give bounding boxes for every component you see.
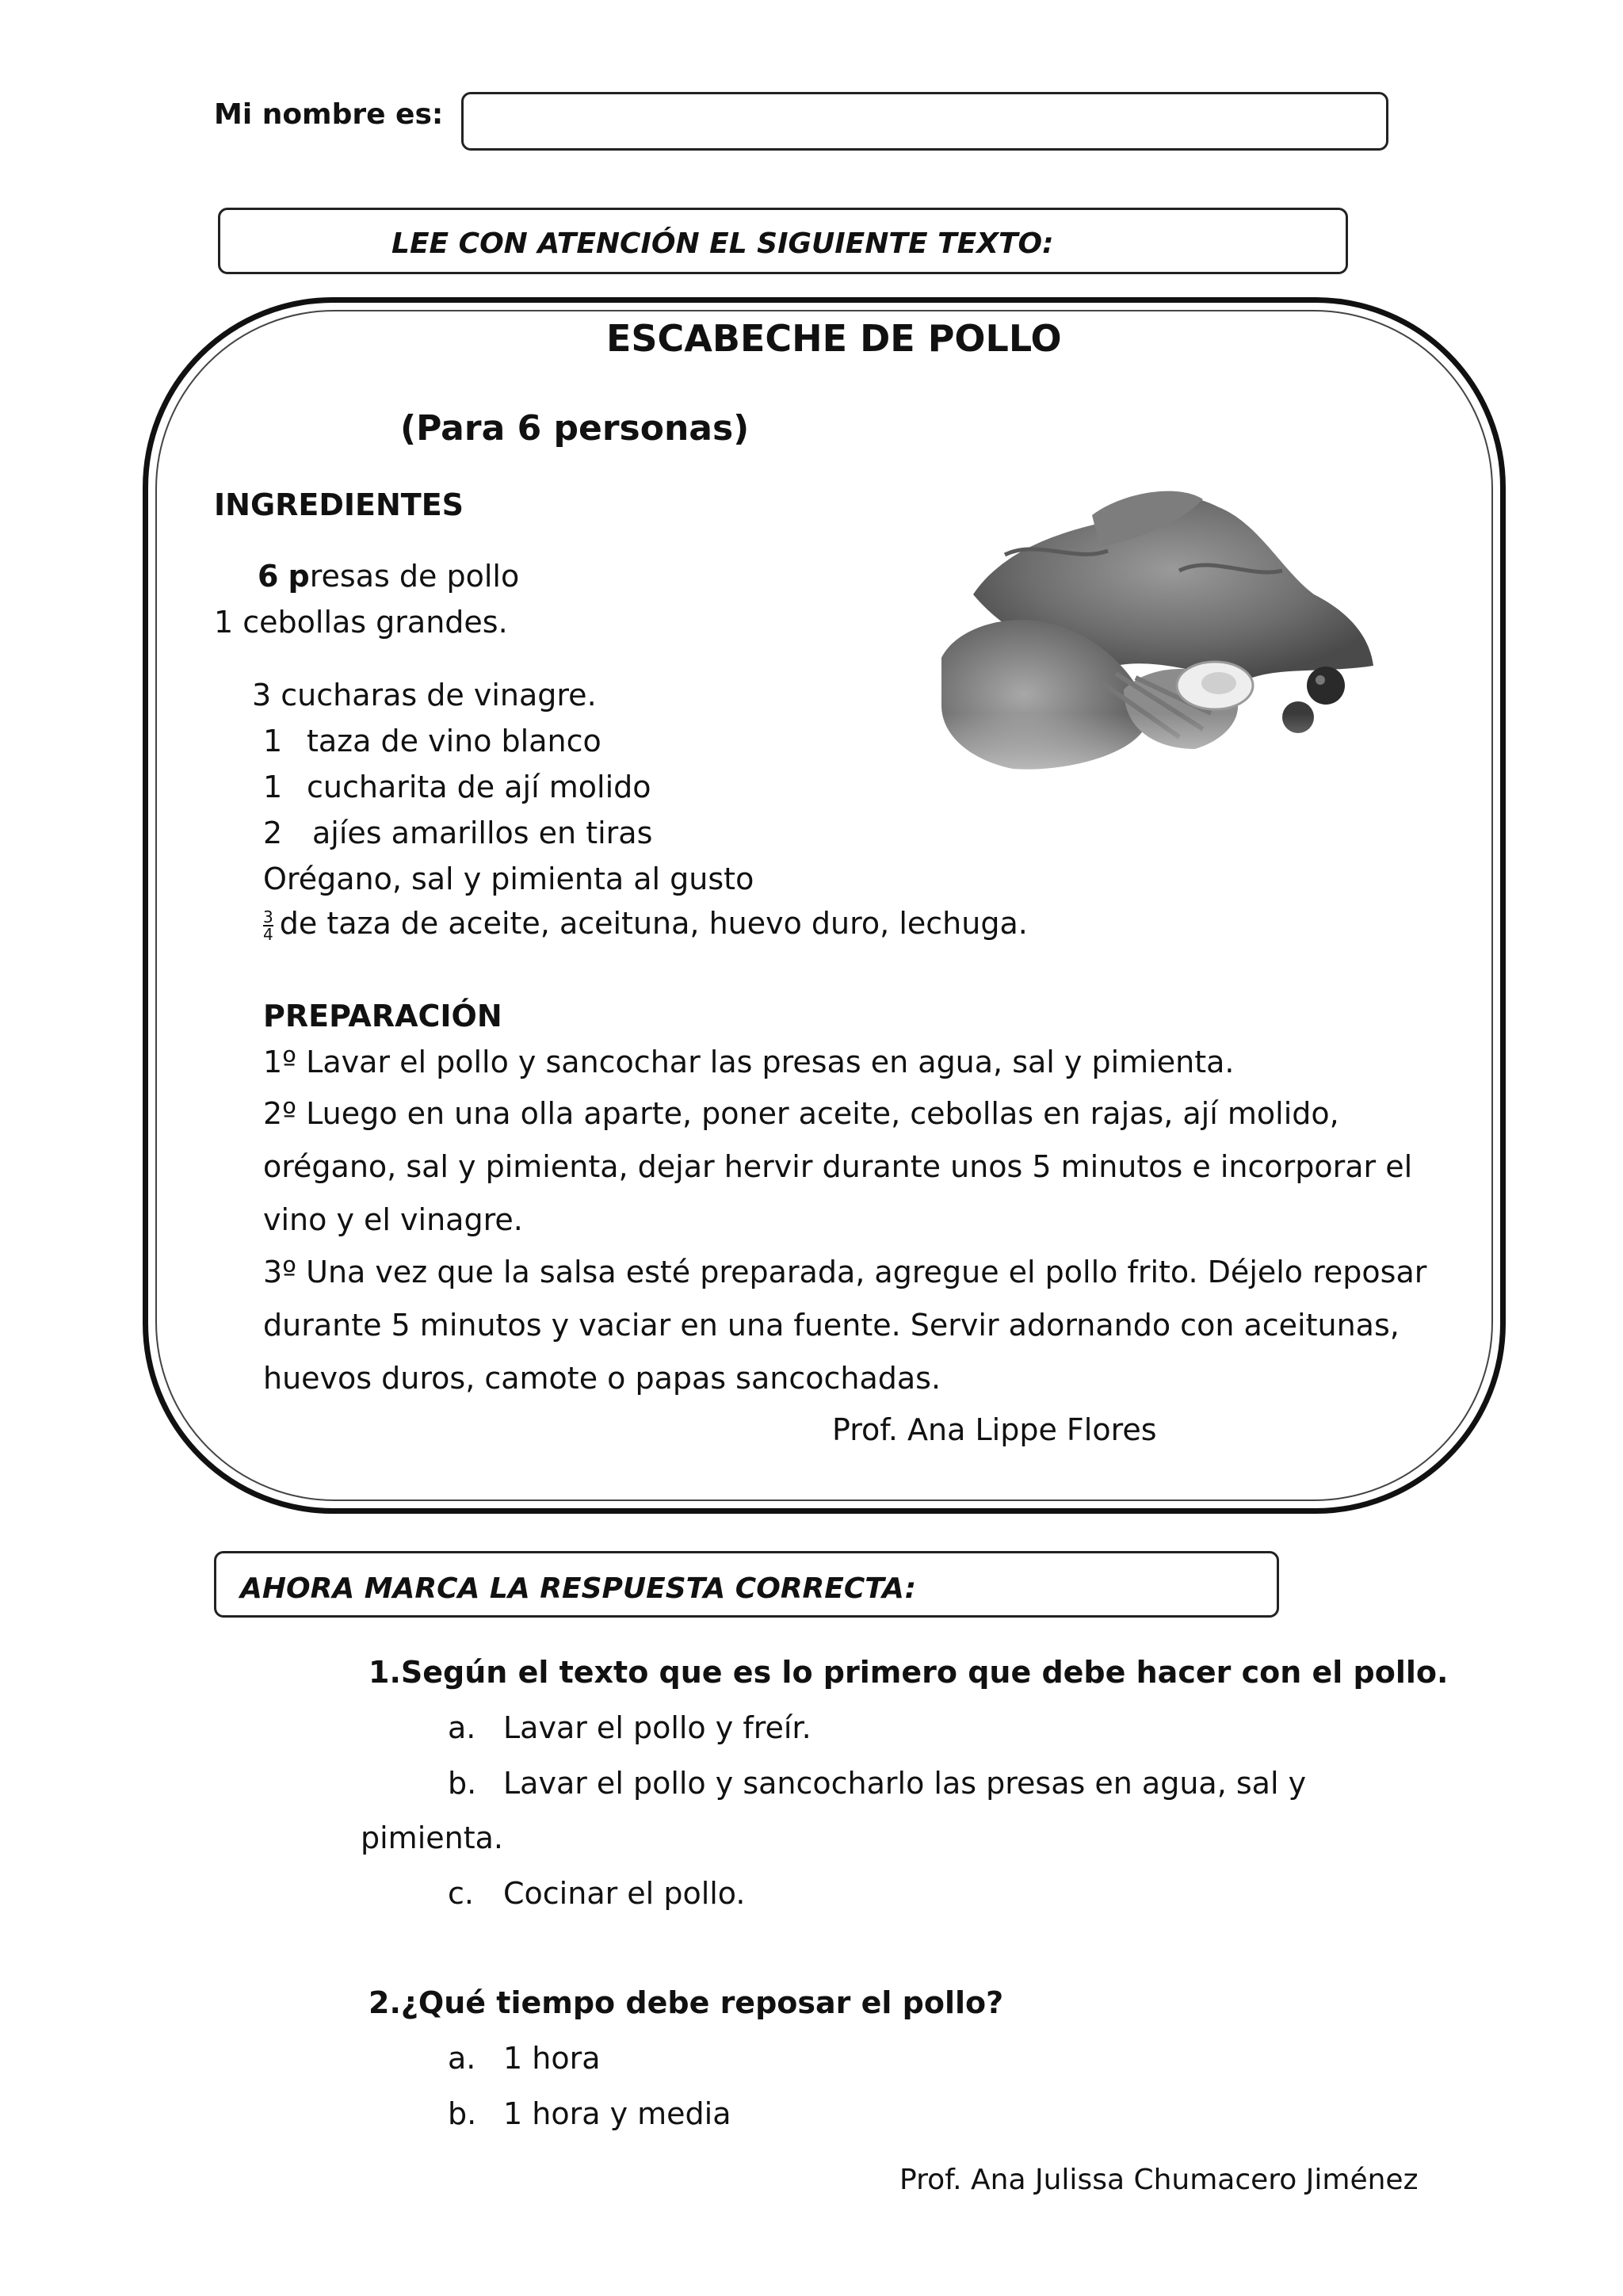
preparation-line: 3º Una vez que la salsa esté preparada, agregue el pollo frito. Déjelo reposar <box>263 1255 1427 1289</box>
name-input-box[interactable] <box>461 92 1388 151</box>
answer-option-1c[interactable] <box>448 1876 745 1911</box>
ingredient-text: de taza de aceite, aceituna, huevo duro, lechuga. <box>279 906 1028 941</box>
option-text: Lavar el pollo y freír. <box>503 1710 812 1745</box>
read-instruction-banner: LEE CON ATENCIÓN EL SIGUIENTE TEXTO: <box>218 208 1348 274</box>
ingredient-text: ajíes amarillos en tiras <box>312 816 653 850</box>
ingredient-qty: 1 <box>263 770 283 804</box>
ingredient-text: Orégano, sal y pimienta al gusto <box>263 861 754 896</box>
option-text: 1 hora y media <box>503 2096 731 2131</box>
ingredient-text: 1 cebollas grandes. <box>214 605 508 640</box>
option-text: Cocinar el pollo. <box>503 1876 746 1911</box>
preparation-line: 2º Luego en una olla aparte, poner aceite, cebollas en rajas, ají molido, <box>263 1096 1339 1131</box>
recipe-subtitle: (Para 6 personas) <box>400 408 750 449</box>
preparation-heading: PREPARACIÓN <box>263 999 502 1033</box>
recipe-title: ESCABECHE DE POLLO <box>606 317 1062 360</box>
answer-option-1b[interactable] <box>448 1766 1306 1801</box>
question-number: 1. <box>369 1655 401 1690</box>
fraction-numerator: 3 <box>263 907 273 926</box>
preparation-line: durante 5 minutos y vaciar en una fuente. Servir adornando con aceitunas, <box>263 1308 1400 1343</box>
ingredient-qty: 6 <box>258 559 279 594</box>
recipe-signature: Prof. Ana Lippe Flores <box>832 1412 1157 1447</box>
fraction-denominator: 4 <box>263 924 273 944</box>
ingredient-line <box>263 771 651 804</box>
option-letter: a. <box>448 1710 476 1745</box>
ingredient-text: 3 cucharas de vinagre. <box>252 678 597 712</box>
question-number: 2. <box>369 1985 401 2020</box>
ingredient-qty: 1 <box>263 724 283 758</box>
question-2 <box>369 1985 1003 2020</box>
ingredient-line <box>263 817 652 850</box>
chicken-escabeche-photo-icon <box>941 476 1389 777</box>
question-text: ¿Qué tiempo debe reposar el pollo? <box>400 1985 1004 2020</box>
footer-author: Prof. Ana Julissa Chumacero Jiménez <box>899 2164 1419 2196</box>
ingredient-text: cucharita de ají molido <box>307 770 651 804</box>
ingredient-line <box>263 907 1028 942</box>
ingredient-line <box>214 606 508 640</box>
option-letter: b. <box>448 1766 477 1801</box>
ingredient-text: resas de pollo <box>309 559 520 594</box>
question-1 <box>369 1655 1448 1690</box>
ingredient-line <box>263 725 601 758</box>
ingredients-heading: INGREDIENTES <box>214 487 464 522</box>
fraction <box>263 909 273 942</box>
answer-option-2a[interactable] <box>448 2041 601 2076</box>
option-text: Lavar el pollo y sancocharlo las presas en agua, sal y <box>503 1766 1307 1801</box>
answer-option-1a[interactable] <box>448 1710 812 1745</box>
option-text: pimienta. <box>361 1820 503 1855</box>
preparation-line: orégano, sal y pimienta, dejar hervir durante unos 5 minutos e incorporar el <box>263 1149 1413 1184</box>
option-letter: a. <box>448 2041 476 2076</box>
ingredient-line <box>258 560 519 594</box>
ingredient-text: taza de vino blanco <box>307 724 601 758</box>
option-text: 1 hora <box>503 2041 601 2076</box>
question-text: Según el texto que es lo primero que debe hacer con el pollo. <box>400 1655 1449 1690</box>
ingredient-qty: 2 <box>263 816 283 850</box>
preparation-line: 1º Lavar el pollo y sancochar las presas en agua, sal y pimienta. <box>263 1045 1235 1079</box>
preparation-line: huevos duros, camote o papas sancochadas. <box>263 1361 941 1396</box>
name-label: Mi nombre es: <box>214 98 444 131</box>
answer-option-1b-continued <box>361 1820 503 1855</box>
option-letter: c. <box>448 1876 474 1911</box>
preparation-line: vino y el vinagre. <box>263 1202 523 1237</box>
option-letter: b. <box>448 2096 477 2131</box>
ingredient-bold-letter: p <box>288 559 310 594</box>
ingredient-line <box>263 863 754 896</box>
answer-option-2b[interactable] <box>448 2096 731 2131</box>
answer-instruction-banner: AHORA MARCA LA RESPUESTA CORRECTA: <box>214 1551 1279 1618</box>
ingredient-line <box>252 679 597 712</box>
